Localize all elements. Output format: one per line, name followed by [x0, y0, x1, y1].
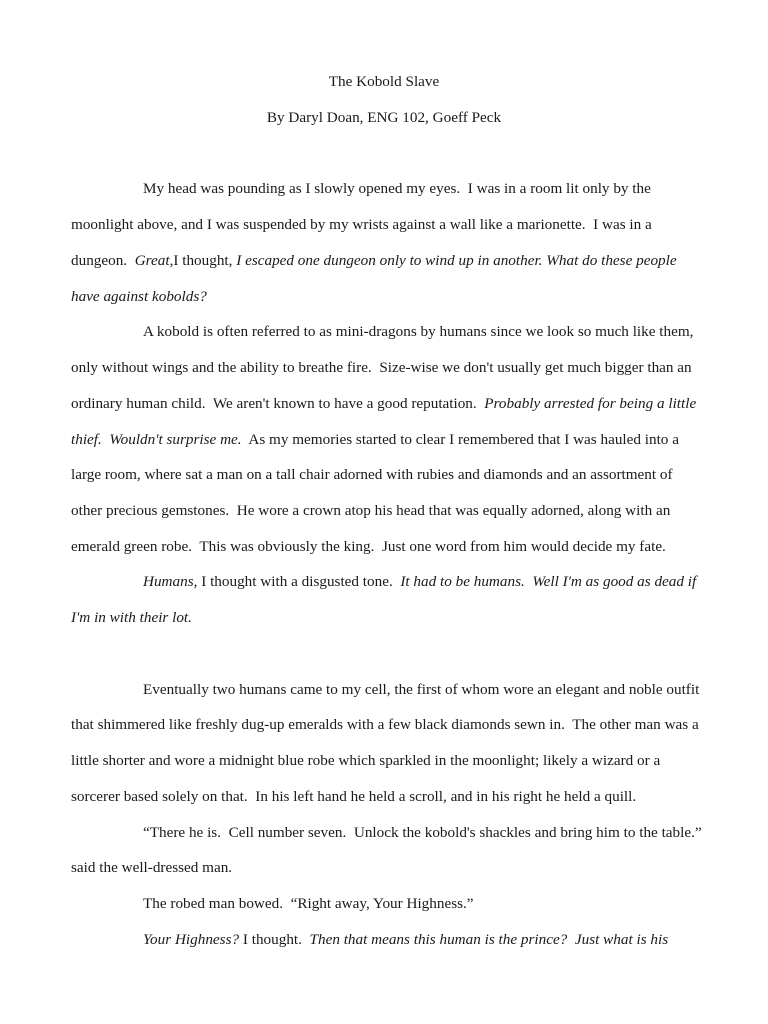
text-line: [71, 288, 207, 306]
italic-text-segment: It had to be humans. Well I'm as good as dead if: [400, 573, 697, 590]
italic-text-segment: Probably arrested for being a little: [484, 395, 697, 412]
text-segment: said the well-dressed man.: [71, 859, 233, 876]
text-segment: only without wings and the ability to breathe fire. Size-wise we don't usually get much bigger than an: [71, 359, 692, 376]
text-line: [143, 931, 668, 949]
italic-text-segment: thief. Wouldn't surprise me.: [71, 431, 242, 448]
text-line: [71, 859, 232, 877]
text-segment: A kobold is often referred to as mini-dragons by humans since we look so much like them,: [143, 323, 694, 340]
text-line: [71, 538, 666, 556]
document-title: The Kobold Slave: [328, 73, 440, 90]
italic-text-segment: Great,: [134, 252, 174, 269]
italic-text-segment: I escaped one dungeon only to wind up in another. What do these people: [236, 252, 677, 269]
text-line: [143, 573, 696, 591]
text-line: [71, 716, 699, 734]
text-line: [71, 216, 652, 234]
text-line: [143, 681, 699, 699]
text-segment: My head was pounding as I slowly opened my eyes. I was in a room lit only by the: [143, 180, 651, 197]
text-segment: emerald green robe. This was obviously the king. Just one word from him would decide my fate.: [71, 538, 666, 555]
italic-text-segment: Your Highness?: [143, 931, 240, 948]
text-segment: The robed man bowed. “Right away, Your Highness.”: [143, 895, 474, 912]
text-line: [71, 395, 696, 413]
italic-text-segment: I'm in with their lot.: [71, 609, 192, 626]
text-line: [71, 788, 636, 806]
text-segment: I thought,: [173, 252, 237, 269]
text-segment: moonlight above, and I was suspended by my wrists against a wall like a marionette. I was in a: [71, 216, 652, 233]
text-segment: large room, where sat a man on a tall chair adorned with rubies and diamonds and an assortment of: [71, 466, 673, 483]
text-segment: Eventually two humans came to my cell, the first of whom wore an elegant and noble outfit: [143, 681, 700, 698]
text-segment: “There he is. Cell number seven. Unlock the kobold's shackles and bring him to the table.”: [143, 824, 702, 841]
text-line: [143, 323, 693, 341]
italic-text-segment: Then that means this human is the prince? Just what is his: [309, 931, 669, 948]
text-line: [71, 431, 679, 449]
text-segment: sorcerer based solely on that. In his left hand he held a scroll, and in his right he held a quill.: [71, 788, 637, 805]
text-segment: little shorter and wore a midnight blue robe which sparkled in the moonlight; likely a wizard or a: [71, 752, 661, 769]
italic-text-segment: have against kobolds?: [71, 288, 207, 305]
text-segment: I thought with a disgusted tone.: [197, 573, 401, 590]
text-line: [143, 824, 702, 842]
text-line: [143, 895, 474, 913]
text-line: [71, 359, 692, 377]
text-line: [71, 466, 673, 484]
italic-text-segment: Humans,: [143, 573, 198, 590]
text-segment: ordinary human child. We aren't known to have a good reputation.: [71, 395, 485, 412]
text-line: [71, 252, 677, 270]
text-segment: As my memories started to clear I remembered that I was hauled into a: [241, 431, 679, 448]
text-line: [71, 752, 660, 770]
text-line: [71, 502, 670, 520]
text-segment: I thought.: [239, 931, 310, 948]
text-line: [71, 609, 192, 627]
text-segment: other precious gemstones. He wore a crown atop his head that was equally adorned, along with an: [71, 502, 671, 519]
document-byline: By Daryl Doan, ENG 102, Goeff Peck: [266, 109, 502, 126]
text-line: [143, 180, 651, 198]
text-segment: that shimmered like freshly dug-up emeralds with a few black diamonds sewn in. The other man was a: [71, 716, 699, 733]
text-segment: dungeon.: [71, 252, 135, 269]
